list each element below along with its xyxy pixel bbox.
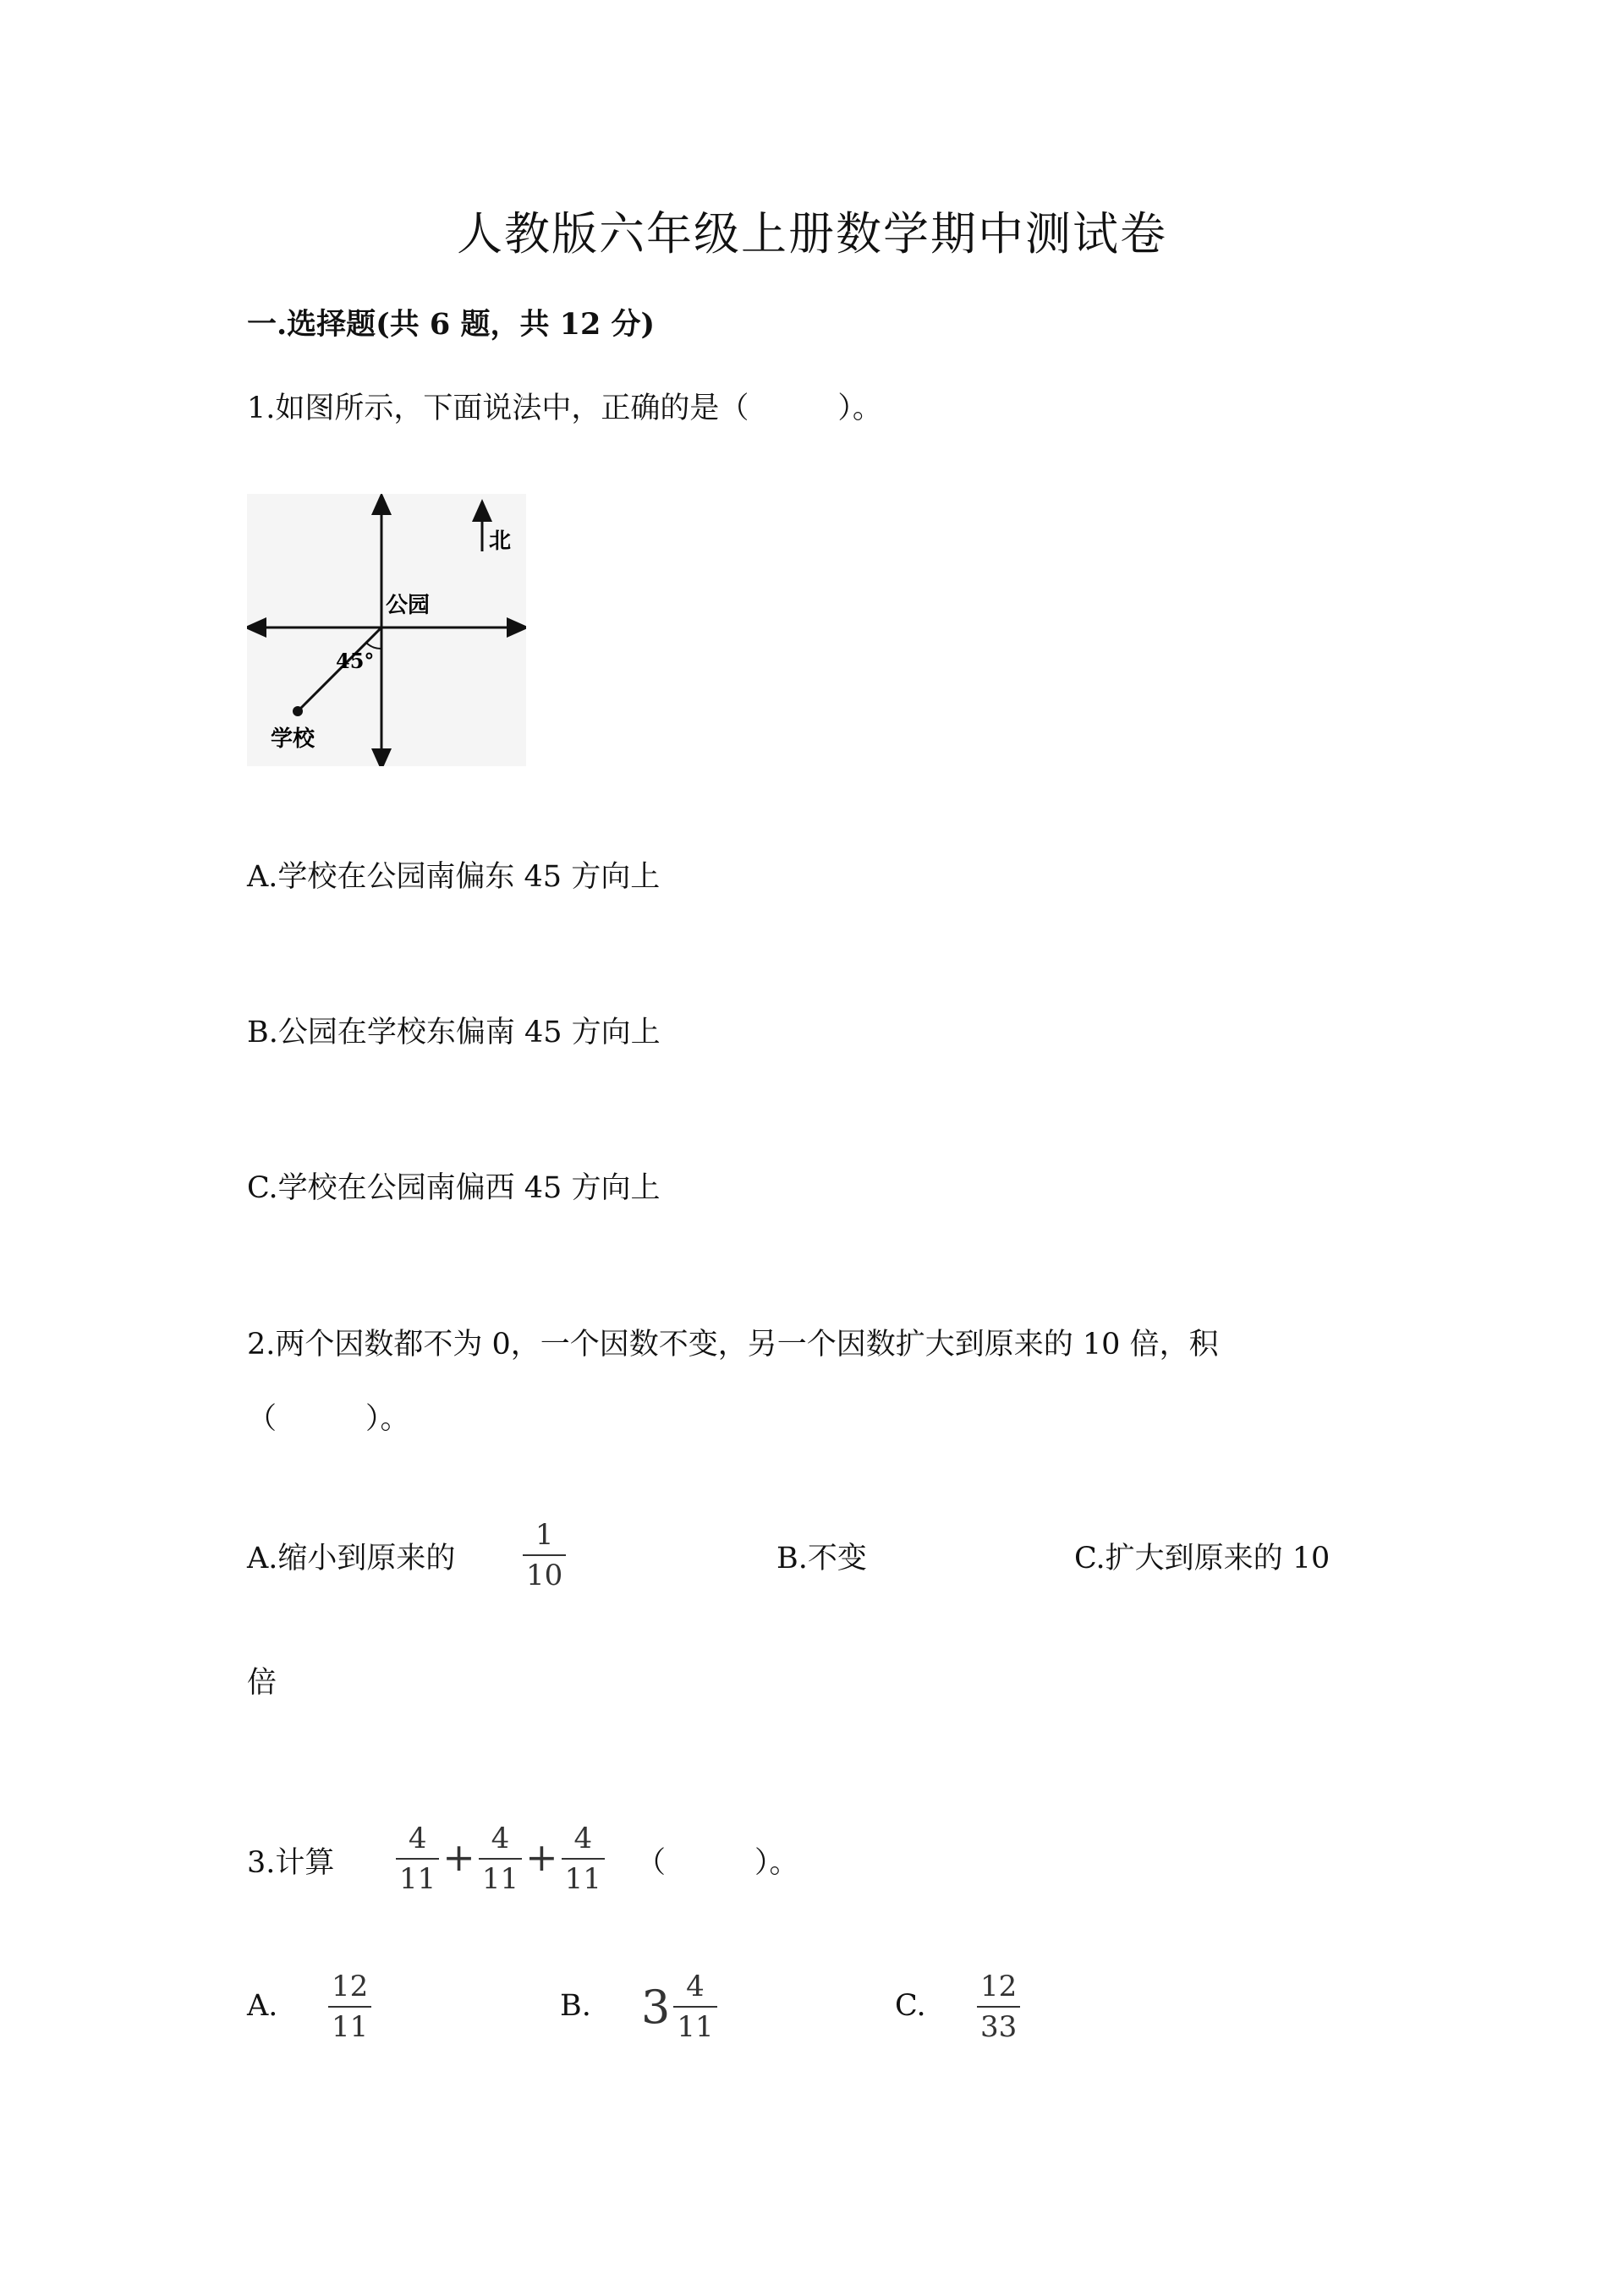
question-2-option-a-fraction: [523, 1518, 566, 1592]
fraction-denominator: 10: [523, 1554, 566, 1590]
question-3-option-a-fraction: [328, 1970, 371, 2044]
fraction-numerator: 4: [408, 1822, 427, 1855]
fraction-numerator: 12: [332, 1970, 369, 2003]
fraction-numerator: 4: [686, 1970, 705, 2003]
question-1-option-c[interactable]: C.学校在公园南偏西 45 方向上: [247, 1171, 661, 1205]
fraction-numerator: 4: [573, 1822, 593, 1855]
plus-sign: +: [442, 1834, 475, 1880]
question-3-expression: [396, 1822, 605, 1896]
section-heading: 一.选择题(共 6 题，共 12 分): [247, 307, 656, 342]
question-3-label: 3.计算: [247, 1846, 335, 1880]
park-label: 公园: [386, 593, 431, 618]
question-3-blank: （ ）。: [636, 1846, 799, 1880]
question-2-option-c-cont: 倍: [247, 1666, 277, 1700]
question-3-option-c-label[interactable]: C.: [895, 1989, 926, 2023]
fraction-numerator: 12: [980, 1970, 1018, 2003]
question-2-option-a-label[interactable]: A.缩小到原来的: [247, 1542, 456, 1575]
question-3-option-b-mixed-number: [641, 1970, 717, 2044]
fraction-denominator: 11: [673, 2006, 716, 2041]
fraction-numerator: 4: [491, 1822, 510, 1855]
school-point: [293, 706, 303, 716]
fraction-denominator: 11: [328, 2006, 371, 2041]
question-2-stem: 2.两个因数都不为 0，一个因数不变，另一个因数扩大到原来的 10 倍，积: [247, 1328, 1219, 1362]
question-1-option-a[interactable]: A.学校在公园南偏东 45 方向上: [247, 860, 661, 894]
fraction-denominator: 11: [479, 1858, 522, 1893]
question-1-stem: 1.如图所示，下面说法中，正确的是（ ）。: [247, 392, 882, 425]
fraction-denominator: 33: [977, 2006, 1020, 2041]
fraction-denominator: 11: [396, 1858, 439, 1893]
question-3-option-a-label[interactable]: A.: [247, 1989, 278, 2023]
angle-label: 45°: [336, 649, 375, 673]
question-1-option-b[interactable]: B.公园在学校东偏南 45 方向上: [247, 1016, 661, 1049]
question-3-option-c-fraction: [977, 1970, 1020, 2044]
question-2-option-b[interactable]: B.不变: [776, 1542, 867, 1575]
north-label: 北: [489, 529, 512, 554]
direction-diagram: [247, 494, 526, 766]
fraction-numerator: 1: [535, 1518, 554, 1552]
page-title: 人教版六年级上册数学期中测试卷: [457, 207, 1167, 260]
direction-figure: [247, 494, 526, 766]
question-2-option-c[interactable]: C.扩大到原来的 10: [1074, 1542, 1330, 1575]
question-2-stem-cont: （ ）。: [247, 1402, 410, 1436]
plus-sign: +: [525, 1834, 558, 1880]
question-3-option-b-label[interactable]: B.: [560, 1989, 591, 2023]
school-label: 学校: [271, 726, 315, 752]
mixed-whole: 3: [641, 1980, 671, 2034]
fraction-denominator: 11: [562, 1858, 605, 1893]
angle-arc: [366, 643, 381, 649]
